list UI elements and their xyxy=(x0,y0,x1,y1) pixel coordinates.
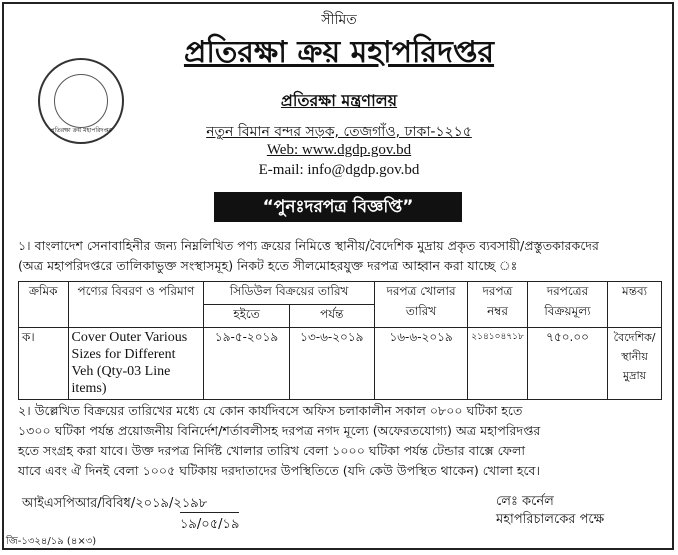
tender-table xyxy=(18,281,662,400)
restricted-tag: সীমিত xyxy=(321,12,357,28)
col-tender-no: দরপত্র নম্বর xyxy=(468,282,528,328)
col-schedule: সিডিউল বিক্রয়ের তারিখ xyxy=(204,282,375,305)
address: নতুন বিমান বন্দর সড়ক, তেজগাঁও, ঢাকা-১২১৫ xyxy=(206,124,472,140)
cell-remarks: বৈদেশিক/ স্থানীয় মুদ্রায় xyxy=(608,328,662,400)
org-name: প্রতিরক্ষা ক্রয় মহাপরিদপ্তর xyxy=(183,35,495,70)
intro-paragraph xyxy=(18,236,663,276)
cell-description: Cover Outer Various Sizes for Different Veh (Qty-03 Line items) xyxy=(68,328,204,400)
signatory-for: মহাপরিচালকের পক্ষে xyxy=(496,512,605,527)
instructions-line-1: ২। উল্লেখিত বিক্রয়ের তারিখের মধ্যে যে কোন কার্যদিবসে অফিস চলাকালীন সকাল ০৮০০ ঘটিকা হতে xyxy=(18,403,523,418)
intro-line-1: ১। বাংলাদেশ সেনাবাহিনীর জন্য নিম্নলিখিত পণ্য ক্রয়ের নিমিত্তে স্থানীয়/বৈদেশিক মুদ্রায় প্রকৃত ব্যবসায়ী/প্রস্তুতকারকদের xyxy=(18,238,599,253)
col-description: পণ্যের বিবরণ ও পরিমাণ xyxy=(68,282,204,328)
intro-line-2: (অত্র মহাপরিদপ্তরে তালিকাভুক্ত সংস্থাসমূহ) নিকট হতে সীলমোহরযুক্ত দরপত্র আহ্বান করা যাচ্ছে ঃ xyxy=(18,258,518,273)
cell-tender-no: ২১৪১০৪৭১৮ xyxy=(468,328,528,400)
notice-title-banner: “পুনঃদরপত্র বিজ্ঞপ্তি” xyxy=(214,192,462,222)
print-code: জি-১৩২৪/১৯ (৪×৩) xyxy=(6,536,97,547)
cell-price: ৭৫০.০০ xyxy=(527,328,607,400)
table-row xyxy=(19,328,662,400)
email: E-mail: info@dgdp.gov.bd xyxy=(258,162,420,178)
issue-date: ১৯/০৫/১৯ xyxy=(180,512,239,536)
instructions-line-2: ১৩০০ ঘটিকা পর্যন্ত প্রয়োজনীয় বিনির্দেশ/শর্তাবলীসহ দরপত্র নগদ মূল্যে (অফেরতযোগ্য) অত্র মহাপরিদপ্তর xyxy=(18,423,541,438)
col-to: পর্যন্ত xyxy=(289,305,374,328)
reference-number: আইএসপিআর/বিবিধ/২০১৯/২১৯৮ xyxy=(22,496,208,511)
col-opening: দরপত্র খোলার তারিখ xyxy=(374,282,467,328)
col-remarks: মন্তব্য xyxy=(608,282,662,328)
dgdp-seal-icon xyxy=(38,58,124,144)
col-serial: ক্রমিক xyxy=(19,282,69,328)
instructions-line-4: যাবে এবং ঐ দিনই বেলা ১০০৫ ঘটিকায় দরদাতাদের উপস্থিতিতে (যদি কেউ উপস্থিত থাকেন) খোলা হবে। xyxy=(18,463,541,478)
col-from: হইতে xyxy=(204,305,289,328)
seal-text: প্রতিরক্ষা ক্রয় মহাপরিদপ্তর xyxy=(50,127,112,134)
instructions-line-3: হতে সংগ্রহ করা যাবে। উক্ত দরপত্র নির্দিষ্ট খোলার তারিখ বেলা ১০০০ ঘটিকা পর্যন্ত টেন্ডার বাক্সে ফেলা xyxy=(18,443,526,458)
cell-serial: ক। xyxy=(19,328,69,400)
cell-from: ১৯-৫-২০১৯ xyxy=(204,328,289,400)
cell-opening: ১৬-৬-২০১৯ xyxy=(374,328,467,400)
table-header-row xyxy=(19,282,662,305)
signatory-rank: লেঃ কর্নেল xyxy=(496,494,554,509)
instructions-paragraph xyxy=(18,401,663,481)
col-price: দরপত্রের বিক্রয়মূল্য xyxy=(527,282,607,328)
cell-to: ১৩-৬-২০১৯ xyxy=(289,328,374,400)
seal-emblem xyxy=(54,74,108,128)
website: Web: www.dgdp.gov.bd xyxy=(266,142,412,158)
ministry-name: প্রতিরক্ষা মন্ত্রণালয় xyxy=(280,91,398,110)
